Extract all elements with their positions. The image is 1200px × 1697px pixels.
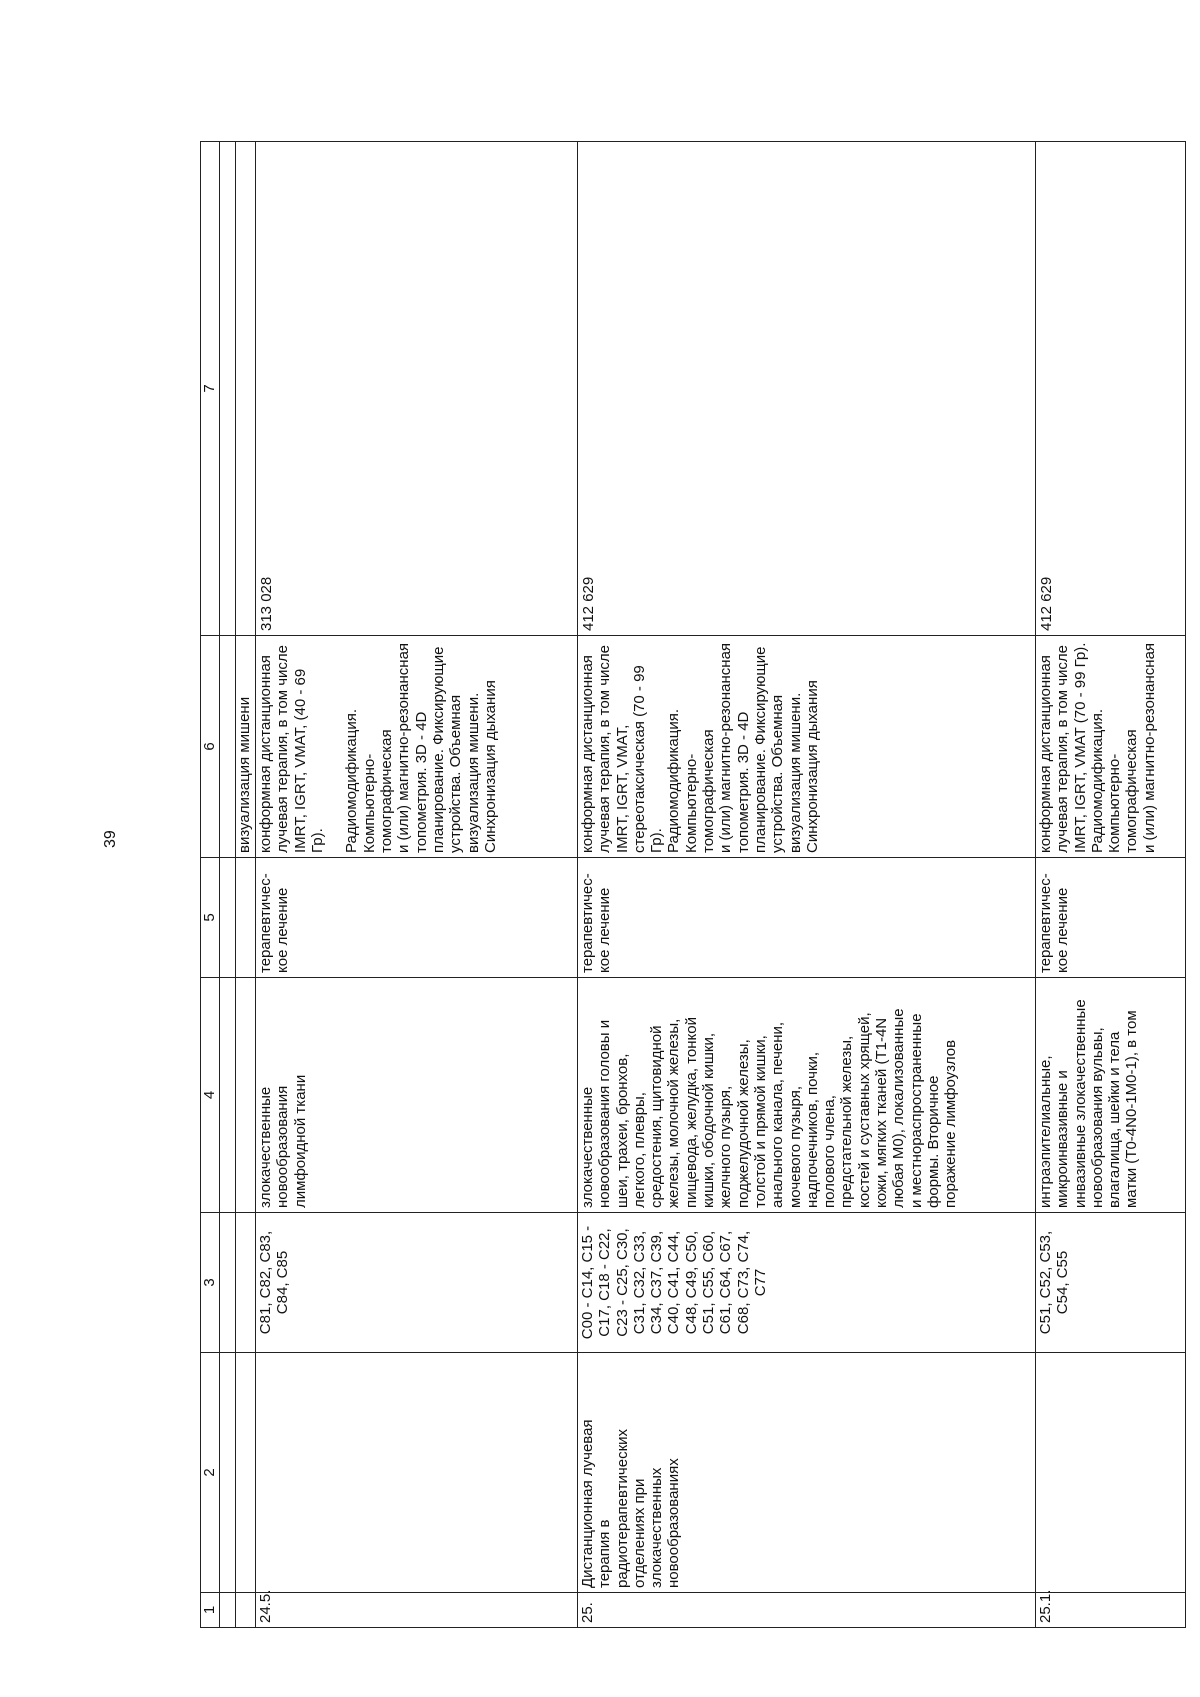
header-col-2: 2	[201, 1353, 220, 1593]
header-col-7: 7	[201, 142, 220, 636]
treatment-type: терапевтичес- кое лечение	[1036, 858, 1186, 978]
row-number: 24.5.	[256, 1593, 578, 1628]
diagnosis: злокачественные новообразования лимфоидной ткани	[256, 978, 578, 1213]
page-number: 39	[102, 830, 119, 848]
treatment-method: конформная дистанционная лучевая терапия, в том числе IMRT, IGRT, VMAT, стереотаксическая (70 - 99 Гр). Радиомодификация. Компьютерно-томографическая и (или) магнитно-резонансная топометрия. 3D - 4D планирование. Фиксирующие устройства. Объемная визуализация мишени. Синхронизация дыхания	[578, 636, 1036, 858]
cost: 412 629	[578, 142, 1036, 636]
header-col-3: 3	[201, 1213, 220, 1353]
header-col-4: 4	[201, 978, 220, 1213]
treatment-method: конформная дистанционная лучевая терапия, в том числе IMRT, IGRT, VMAT, (40 - 69 Гр). Радиомодификация. Компьютерно-томографическая и (или) магнитно-резонансная топометрия. 3D - 4D планирование. Фиксирующие устройства. Объемная визуализация мишени. Синхронизация дыхания	[256, 636, 578, 858]
header-row	[201, 142, 220, 1628]
diagnosis: интраэпителиальные, микроинвазивные и инвазивные злокачественные новообразования вульвы, влагалища, шейки и тела матки (T0-4N0-1M0-1), в том	[1036, 978, 1186, 1213]
row-number: 25.1.	[1036, 1593, 1186, 1628]
header-col-1: 1	[201, 1593, 220, 1628]
service-name	[256, 1353, 578, 1593]
treatment-method: конформная дистанционная лучевая терапия, в том числе IMRT, IGRT, VMAT (70 - 99 Гр). Радиомодификация. Компьютерно-томографическая и (или) магнитно-резонансная	[1036, 636, 1186, 858]
continuation-row	[236, 142, 256, 1628]
spacer-row	[220, 142, 236, 1628]
continuation-method: визуализация мишени	[236, 636, 256, 858]
treatment-type: терапевтичес- кое лечение	[256, 858, 578, 978]
treatment-type: терапевтичес- кое лечение	[578, 858, 1036, 978]
cost: 313 028	[256, 142, 578, 636]
icd-codes: C00 - C14, C15 - C17, C18 - C22, C23 - C25, C30, C31, C32, C33, C34, C37, C39, C40, C41, C44, C48, C49, C50, C51, C55, C60, C61, C64, C67, C68, C73, C74, C77	[578, 1213, 1036, 1353]
table-row	[578, 142, 1036, 1628]
icd-codes: C81, C82, C83, C84, C85	[256, 1213, 578, 1353]
table-row	[1036, 142, 1186, 1628]
cost: 412 629	[1036, 142, 1186, 636]
header-col-5: 5	[201, 858, 220, 978]
header-col-6: 6	[201, 636, 220, 858]
row-number: 25.	[578, 1593, 1036, 1628]
icd-codes: C51, C52, C53, C54, C55	[1036, 1213, 1186, 1353]
services-table	[200, 141, 1186, 1628]
rotated-table-wrapper	[200, 142, 1170, 1628]
diagnosis: злокачественные новообразования головы и шеи, трахеи, бронхов, легкого, плевры, средостения, щитовидной железы, молочной железы, пищевода, желудка, тонкой кишки, ободочной кишки, желчного пузыря, поджелудочной железы, толстой и прямой кишки, анального канала, печени, мочевого пузыря, надпочечников, почки, полового члена, предстательной железы, костей и суставных хрящей, кожи, мягких тканей (T1-4N любая M0), локализованные и местнораспространенные формы. Вторичное поражение лимфоузлов	[578, 978, 1036, 1213]
service-name	[1036, 1353, 1186, 1593]
table-row	[256, 142, 578, 1628]
service-name: Дистанционная лучевая терапия в радиотерапевтических отделениях при злокачественных новообразованиях	[578, 1353, 1036, 1593]
